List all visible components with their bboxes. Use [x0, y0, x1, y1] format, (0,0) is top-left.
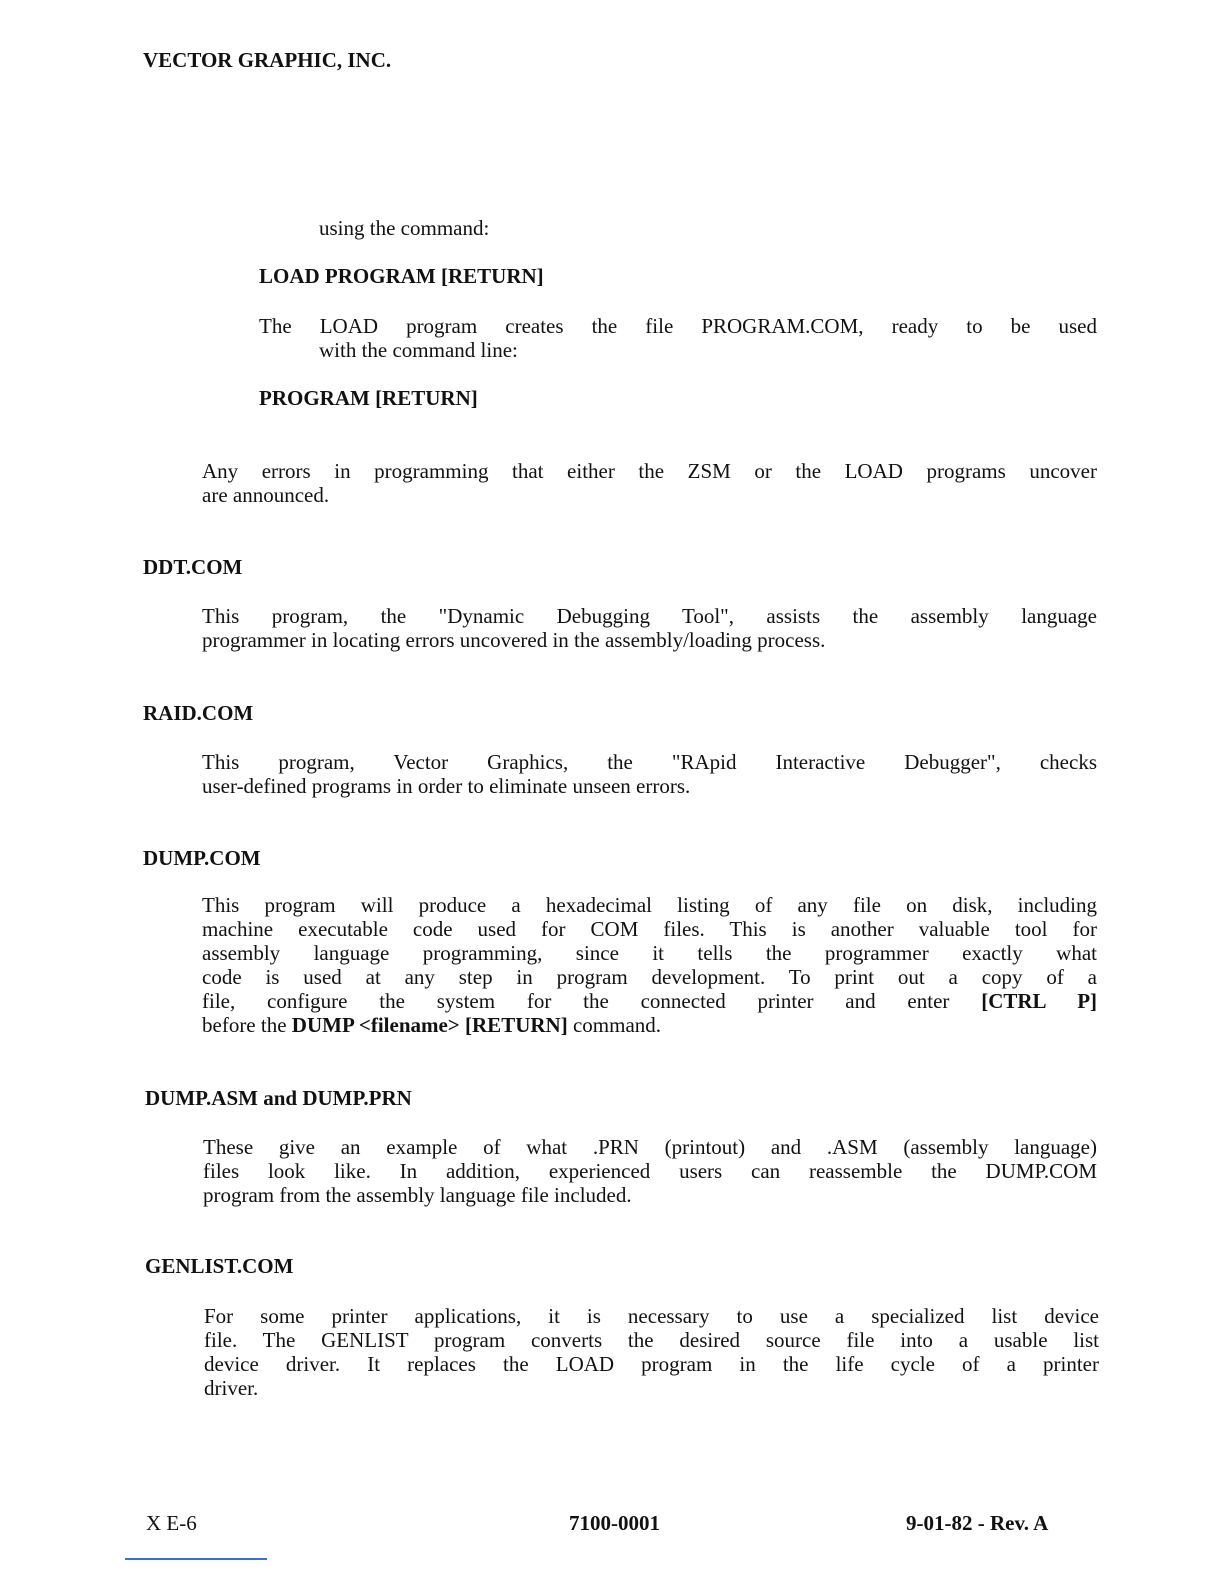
- text-line: This program, Vector Graphics, the "RApid Interactive Debugger", checks: [202, 750, 1097, 774]
- ctrl-p-key: [CTRL P]: [981, 989, 1098, 1013]
- text-line: file. The GENLIST program converts the desired source file into a usable list: [204, 1328, 1099, 1352]
- dump-command: DUMP <filename> [RETURN]: [291, 1013, 568, 1037]
- dump-asm-paragraph: [203, 1135, 1097, 1207]
- section-heading-raid: RAID.COM: [143, 701, 254, 725]
- section-heading-ddt: DDT.COM: [143, 555, 243, 579]
- text-fragment: before the: [202, 1013, 287, 1037]
- text-line: driver.: [204, 1376, 259, 1400]
- section-heading-genlist: GENLIST.COM: [145, 1254, 294, 1278]
- revision-label: 9-01-82 - Rev. A: [906, 1511, 1049, 1535]
- text-line: This program will produce a hexadecimal listing of any file on disk, including: [202, 893, 1097, 917]
- text-line: code is used at any step in program development. To print out a copy of a: [202, 965, 1097, 989]
- text-line: machine executable code used for COM files. This is another valuable tool for: [202, 917, 1097, 941]
- text-line: [202, 989, 1097, 1013]
- text-line: This program, the "Dynamic Debugging Tool", assists the assembly language: [202, 604, 1097, 628]
- scan-artifact-line: [125, 1558, 267, 1560]
- text-line: The LOAD program creates the file PROGRAM.COM, ready to be used: [259, 314, 1097, 338]
- text-line: user-defined programs in order to eliminate unseen errors.: [202, 774, 691, 798]
- text-line: [202, 1013, 1097, 1037]
- section-heading-dump: DUMP.COM: [143, 846, 261, 870]
- document-number: 7100-0001: [569, 1511, 660, 1535]
- genlist-paragraph: [204, 1304, 1099, 1400]
- load-command: LOAD PROGRAM [RETURN]: [259, 264, 544, 288]
- text-fragment: file, configure the system for the connected printer and enter: [202, 989, 950, 1013]
- text-line: assembly language programming, since it tells the programmer exactly what: [202, 941, 1097, 965]
- text-line: programmer in locating errors uncovered in the assembly/loading process.: [202, 628, 826, 652]
- text-line: These give an example of what .PRN (printout) and .ASM (assembly language): [203, 1135, 1097, 1159]
- text-line: program from the assembly language file included.: [203, 1183, 632, 1207]
- text-line: For some printer applications, it is necessary to use a specialized list device: [204, 1304, 1099, 1328]
- text-line: Any errors in programming that either the ZSM or the LOAD programs uncover: [202, 459, 1097, 483]
- program-command: PROGRAM [RETURN]: [259, 386, 478, 410]
- page-number: X E-6: [146, 1511, 197, 1535]
- section-heading-dump-asm: DUMP.ASM and DUMP.PRN: [145, 1086, 412, 1110]
- company-header: VECTOR GRAPHIC, INC.: [143, 48, 392, 72]
- text-line: with the command line:: [319, 338, 518, 362]
- errors-paragraph: [202, 459, 1097, 507]
- raid-paragraph: [202, 750, 1097, 798]
- text-fragment: command.: [572, 1013, 662, 1037]
- text-line: files look like. In addition, experienced users can reassemble the DUMP.COM: [203, 1159, 1097, 1183]
- ddt-paragraph: [202, 604, 1097, 652]
- text-line: device driver. It replaces the LOAD program in the life cycle of a printer: [204, 1352, 1099, 1376]
- using-command-text: using the command:: [319, 216, 490, 240]
- text-line: are announced.: [202, 483, 330, 507]
- dump-paragraph: [202, 893, 1097, 1037]
- load-description: [259, 314, 1097, 362]
